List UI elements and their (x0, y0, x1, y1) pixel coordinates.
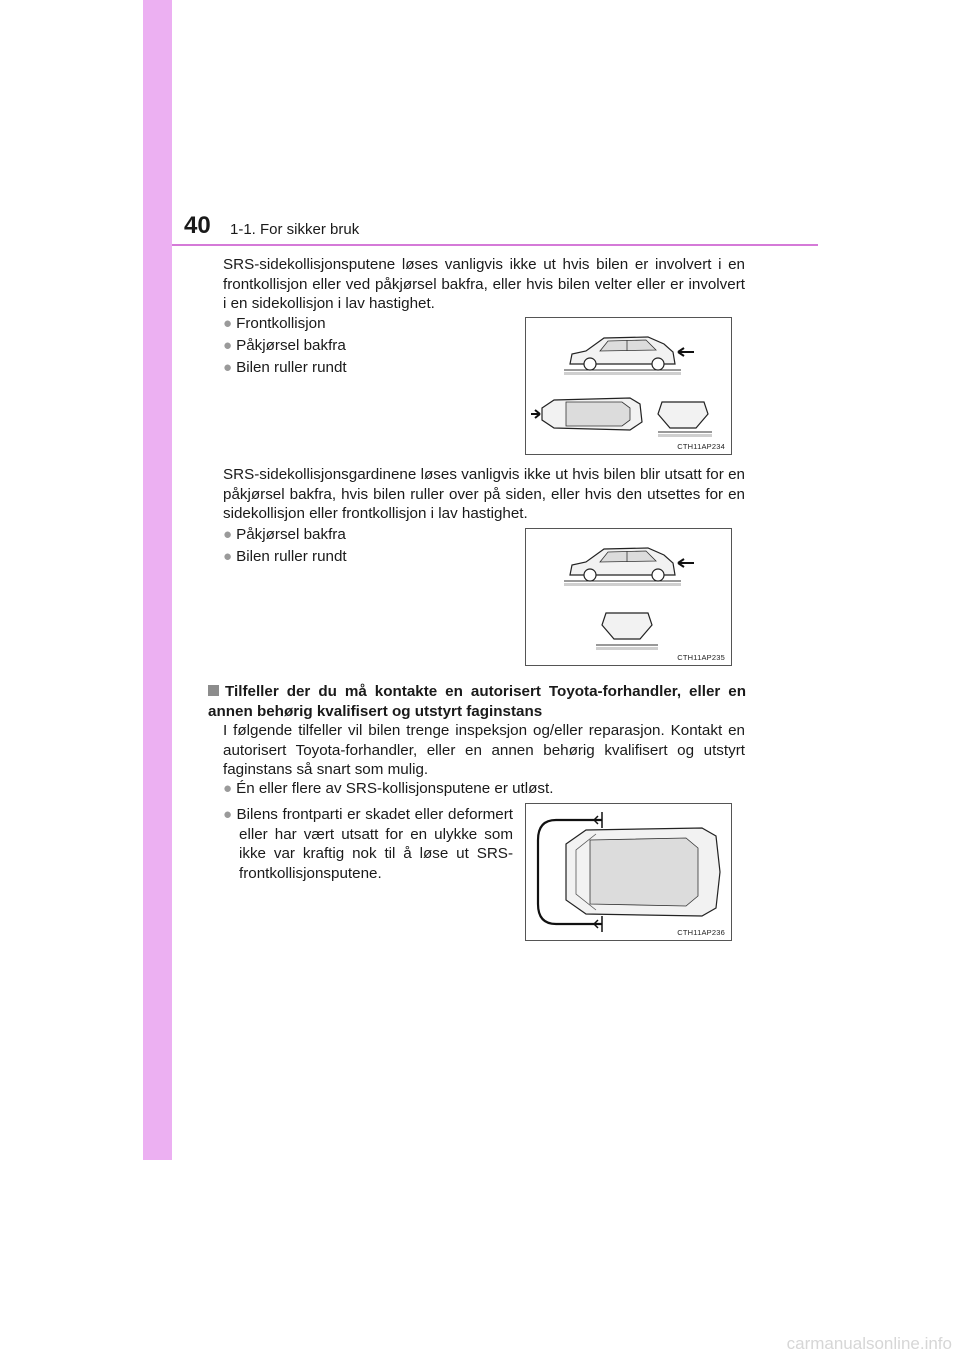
watermark: carmanualsonline.info (786, 1334, 952, 1353)
car-illustration-icon (526, 529, 731, 665)
figure-collision-cases-1 (525, 317, 732, 455)
side-airbag-intro: SRS-sidekollisjonsputene løses vanligvis ikke ut hvis bilen er involvert i en frontkollisjon eller ved påkjørsel bakfra, eller hvis bilen velter eller er involvert i en sidekollisjon i lav hastighet. (223, 256, 745, 312)
section-heading: Tilfeller der du må kontakte en autorisert Toyota-forhandler, eller en annen behørig kvalifisert og utstyrt faginstans (208, 683, 746, 720)
curtain-airbag-intro: SRS-sidekollisjonsgardinene løses vanligvis ikke ut hvis bilen blir utsatt for en påkjørsel bakfra, hvis bilen ruller over på siden, eller hvis den utsettes for en sidekollisjon eller frontkollisjon i lav hastighet. (223, 466, 745, 522)
figure-code: CTH11AP236 (677, 928, 725, 937)
page-number: 40 (184, 212, 211, 239)
list-item: ● Bilens frontparti er skadet eller deformert eller har vært utsatt for en ulykke som ikke var kraftig nok til å løse ut SRS-frontkollisjonsputene. (223, 806, 514, 882)
figure-collision-cases-2 (525, 528, 732, 666)
bullet-dot-icon: ● (223, 548, 233, 565)
car-top-view-icon (526, 804, 731, 940)
list-item: ● Én eller flere av SRS-kollisjonsputene er utløst. (223, 780, 554, 797)
list-item: ● Bilen ruller rundt (223, 548, 347, 565)
chapter-sidebar-tab (143, 0, 172, 1160)
inspection-intro: I følgende tilfeller vil bilen trenge inspeksjon og/eller reparasjon. Kontakt en autorisert Toyota-forhandler, eller en annen behørig kvalifisert og utstyrt faginstans så snart som mulig. (223, 722, 745, 778)
car-illustration-icon (526, 318, 731, 454)
figure-code: CTH11AP235 (677, 653, 725, 662)
square-bullet-icon (208, 685, 219, 696)
list-item: ● Frontkollisjon (223, 315, 326, 332)
bullet-dot-icon: ● (223, 526, 233, 543)
figure-front-damage-area (525, 803, 732, 941)
bullet-dot-icon: ● (223, 337, 233, 354)
bullet-dot-icon: ● (223, 315, 233, 332)
bullet-dot-icon: ● (223, 806, 233, 823)
list-item: ● Påkjørsel bakfra (223, 337, 346, 354)
figure-code: CTH11AP234 (677, 442, 725, 451)
section-title: 1-1. For sikker bruk (230, 221, 360, 238)
bullet-dot-icon: ● (223, 359, 233, 376)
bullet-dot-icon: ● (223, 780, 233, 797)
list-item: ● Påkjørsel bakfra (223, 526, 346, 543)
header-divider (172, 244, 818, 246)
list-item: ● Bilen ruller rundt (223, 359, 347, 376)
